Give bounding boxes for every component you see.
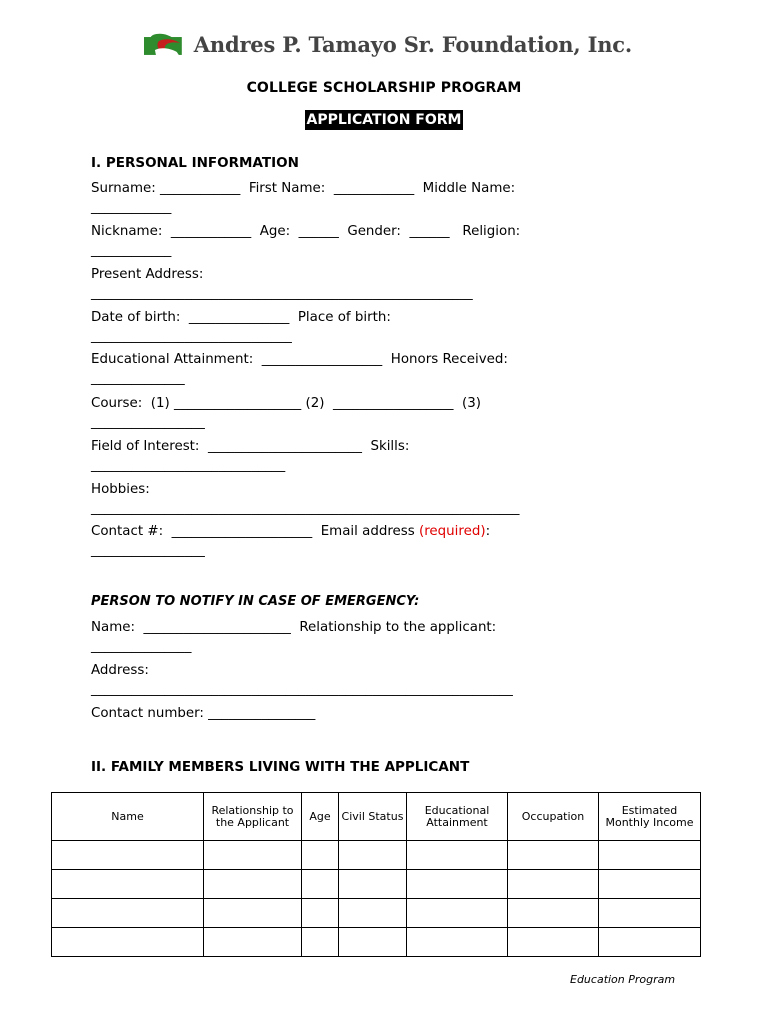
contact-line	[91, 524, 490, 540]
form-title-container	[0, 109, 768, 130]
emergency-name-line: Name: ______________________ Relationship to the applicant:	[91, 620, 497, 635]
table-cell[interactable]	[508, 928, 599, 957]
foundation-logo	[144, 22, 632, 66]
hobbies-label: Hobbies:	[91, 482, 150, 497]
table-row	[52, 928, 701, 957]
table-cell[interactable]	[204, 870, 302, 899]
skills-blank: _____________________________	[91, 458, 286, 473]
education-line: Educational Attainment: __________________ Honors Received:	[91, 352, 508, 367]
table-row	[52, 841, 701, 870]
table-cell[interactable]	[508, 870, 599, 899]
emergency-heading: PERSON TO NOTIFY IN CASE OF EMERGENCY:	[91, 594, 420, 609]
contact-label: Contact #: _____________________ Email address	[91, 524, 419, 539]
honors-blank: ______________	[91, 371, 185, 386]
table-cell[interactable]	[599, 870, 701, 899]
column-header-civil-status: Civil Status	[339, 793, 407, 841]
table-cell[interactable]	[52, 928, 204, 957]
table-cell[interactable]	[204, 899, 302, 928]
table-cell[interactable]	[339, 899, 407, 928]
emergency-address-blank: _______________________________________________________________	[91, 682, 513, 697]
email-blank: _________________	[91, 543, 205, 558]
family-members-table	[51, 792, 701, 957]
table-row	[52, 899, 701, 928]
surname-line: Surname: ____________ First Name: ____________ Middle Name:	[91, 181, 516, 196]
family-members-heading: II. FAMILY MEMBERS LIVING WITH THE APPLICANT	[91, 759, 470, 775]
interest-line: Field of Interest: _______________________ Skills:	[91, 439, 410, 454]
religion-blank: ____________	[91, 243, 172, 258]
table-cell[interactable]	[339, 928, 407, 957]
table-cell[interactable]	[407, 841, 508, 870]
program-title: COLLEGE SCHOLARSHIP PROGRAM	[246, 80, 522, 96]
column-header-income: Estimated Monthly Income	[599, 793, 701, 841]
organization-name: Andres P. Tamayo Sr. Foundation, Inc.	[193, 31, 632, 57]
hobbies-blank: ________________________________________________________________	[91, 501, 520, 516]
column-header-name: Name	[52, 793, 204, 841]
table-cell[interactable]	[302, 870, 339, 899]
table-cell[interactable]	[508, 841, 599, 870]
table-cell[interactable]	[339, 841, 407, 870]
course-3-blank: _________________	[91, 415, 205, 430]
table-cell[interactable]	[204, 841, 302, 870]
personal-info-heading: I. PERSONAL INFORMATION	[91, 155, 299, 171]
table-cell[interactable]	[407, 899, 508, 928]
form-title: APPLICATION FORM	[306, 112, 462, 128]
table-cell[interactable]	[407, 928, 508, 957]
relationship-blank: _______________	[91, 639, 192, 654]
table-cell[interactable]	[599, 899, 701, 928]
contact-colon: :	[485, 524, 491, 539]
table-cell[interactable]	[302, 928, 339, 957]
course-line: Course: (1) ___________________ (2) __________________ (3)	[91, 396, 481, 411]
footer-program-label: Education Program	[570, 973, 676, 986]
table-cell[interactable]	[52, 870, 204, 899]
table-row	[52, 870, 701, 899]
table-cell[interactable]	[302, 841, 339, 870]
table-cell[interactable]	[52, 899, 204, 928]
table-cell[interactable]	[407, 870, 508, 899]
table-cell[interactable]	[599, 841, 701, 870]
column-header-age: Age	[302, 793, 339, 841]
column-header-occupation: Occupation	[508, 793, 599, 841]
foundation-logo-icon	[144, 22, 182, 66]
emergency-contact-line: Contact number: ________________	[91, 706, 316, 721]
table-cell[interactable]	[204, 928, 302, 957]
table-cell[interactable]	[52, 841, 204, 870]
middle-name-blank: ____________	[91, 200, 172, 215]
table-cell[interactable]	[339, 870, 407, 899]
birth-line: Date of birth: _______________ Place of birth:	[91, 310, 391, 325]
column-header-relationship: Relationship to the Applicant	[204, 793, 302, 841]
table-cell[interactable]	[508, 899, 599, 928]
required-note: (required)	[419, 524, 486, 539]
table-cell[interactable]	[599, 928, 701, 957]
emergency-address-label: Address:	[91, 663, 149, 678]
nickname-line: Nickname: ____________ Age: ______ Gender: ______ Religion:	[91, 224, 521, 239]
present-address-blank: _________________________________________________________	[91, 286, 473, 301]
place-of-birth-blank: ______________________________	[91, 329, 292, 344]
column-header-education: Educational Attainment	[407, 793, 508, 841]
present-address-label: Present Address:	[91, 267, 204, 282]
table-header-row	[52, 793, 701, 841]
table-cell[interactable]	[302, 899, 339, 928]
